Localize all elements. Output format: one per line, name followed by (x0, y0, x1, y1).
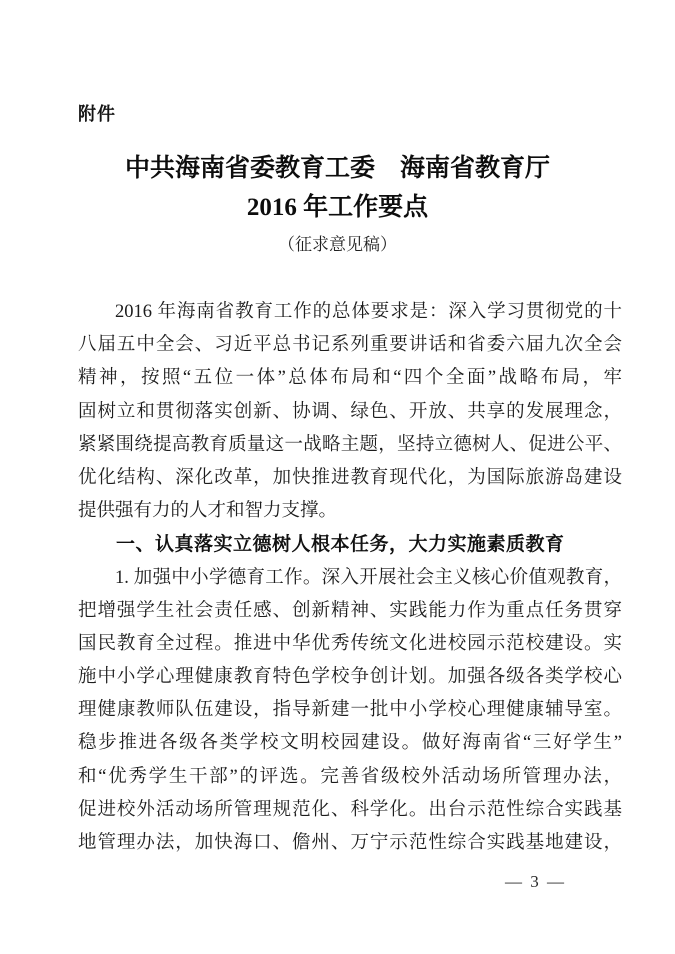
body-text-line: 八届五中全会、习近平总书记系列重要讲话和省委六届九次全会 (78, 335, 622, 356)
body-text-line: 优化结构、深化改革，加快推进教育现代化，为国际旅游岛建设 (78, 467, 622, 488)
body-text-line: 精神，按照“五位一体”总体布局和“四个全面”战略布局，牢 (78, 368, 622, 389)
attachment-label: 附件 (78, 104, 116, 124)
body-text-line: 稳步推进各级各类学校文明校园建设。做好海南省“三好学生” (78, 733, 622, 754)
document-subtitle: （征求意见稿） (278, 235, 397, 254)
body-text-line: 理健康教师队伍建设，指导新建一批中小学校心理健康辅导室。 (78, 700, 622, 721)
body-text-line: 紧紧围绕提高教育质量这一战略主题，坚持立德树人、促进公平、 (78, 434, 622, 455)
body-text-line: 促进校外活动场所管理规范化、科学化。出台示范性综合实践基 (78, 799, 622, 820)
title-line-2: 2016 年工作要点 (246, 194, 429, 221)
document-body (78, 296, 622, 860)
body-text-line: 国民教育全过程。推进中华优秀传统文化进校园示范校建设。实 (78, 633, 622, 654)
section-1-heading: 一、认真落实立德树人根本任务，大力实施素质教育 (116, 534, 565, 556)
body-text-line: 和“优秀学生干部”的评选。完善省级校外活动场所管理办法， (78, 766, 622, 787)
body-text-line: 2016 年海南省教育工作的总体要求是：深入学习贯彻党的十 (115, 302, 622, 322)
body-text-line: 提供强有力的人才和智力支撑。 (78, 501, 338, 522)
title-line-1: 中共海南省委教育工委 海南省教育厅 (124, 155, 550, 182)
page-number: — 3 — (505, 872, 566, 891)
document-title (0, 149, 675, 227)
body-text-line: 施中小学心理健康教育特色学校争创计划。加强各级各类学校心 (78, 667, 622, 688)
intro-paragraph (78, 296, 622, 528)
body-text-line: 1. 加强中小学德育工作。深入开展社会主义核心价值观教育， (115, 567, 622, 588)
body-text-line: 地管理办法，加快海口、儋州、万宁示范性综合实践基地建设， (78, 833, 622, 853)
body-text-line: 把增强学生社会责任感、创新精神、实践能力作为重点任务贯穿 (78, 600, 622, 621)
body-text-line: 固树立和贯彻落实创新、协调、绿色、开放、共享的发展理念， (78, 401, 622, 422)
item-1-paragraph (78, 562, 622, 861)
